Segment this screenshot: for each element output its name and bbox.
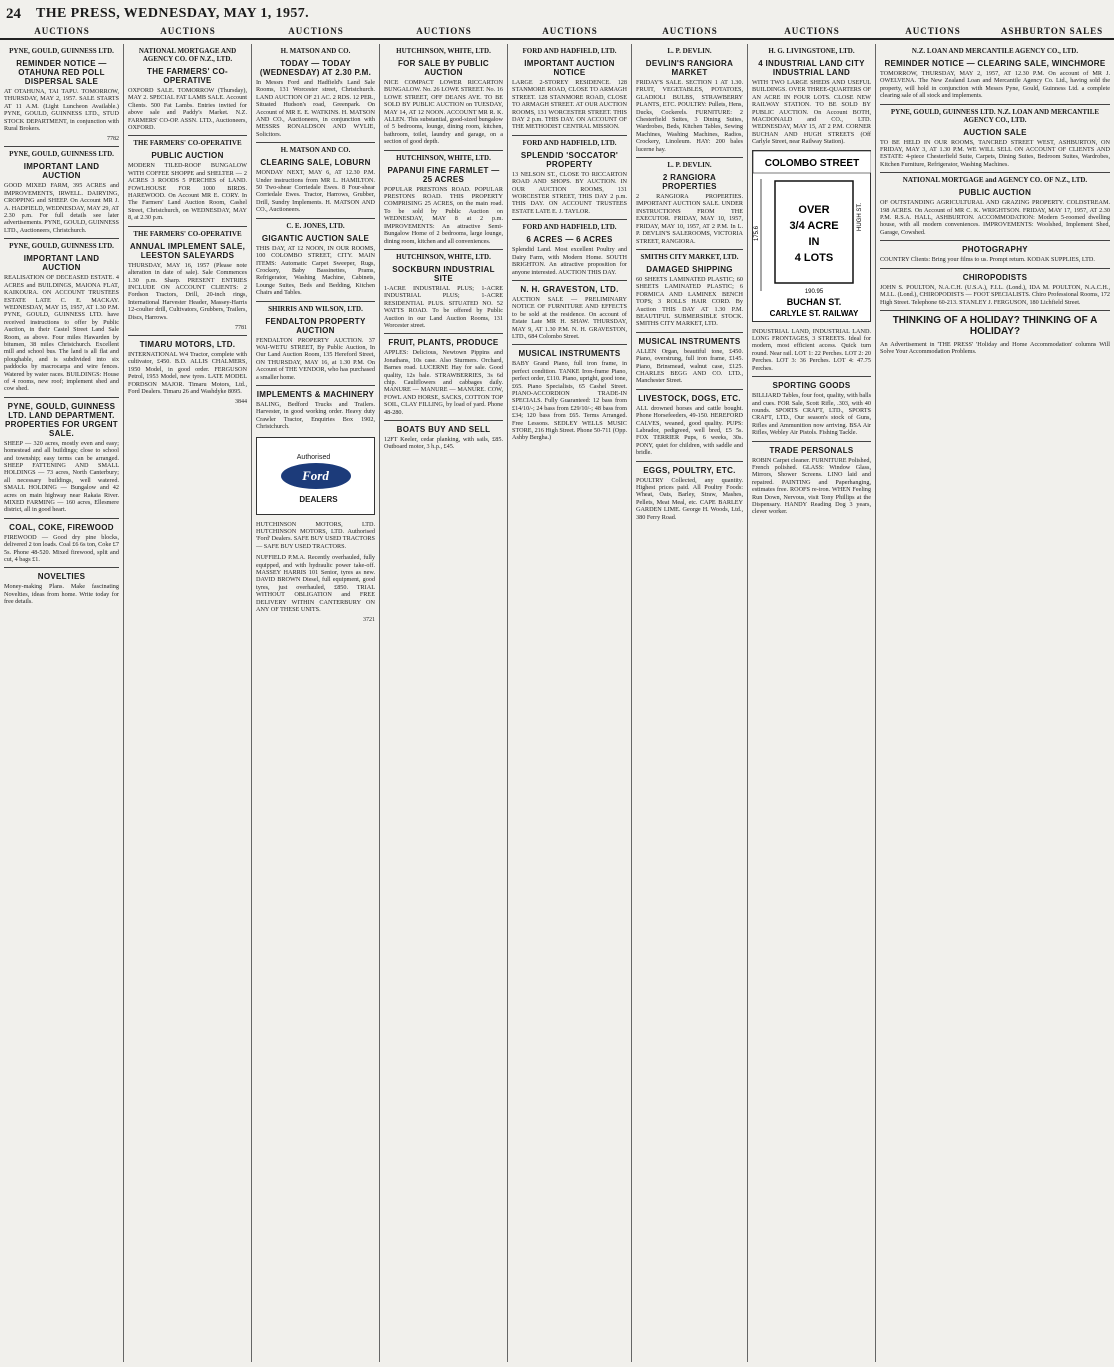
divider <box>256 142 375 143</box>
ad-title: PYNE, GOULD, GUINNESS LTD. <box>9 242 114 251</box>
ad-ref: 7781 <box>235 324 247 331</box>
ad-body: COUNTRY Clients: Bring your films to us. Prompt return. KODAK SUPPLIES, LTD. <box>880 256 1095 264</box>
section-heading: BOATS BUY AND SELL <box>396 425 491 434</box>
ad-subtitle: DEVLIN'S RANGIORA MARKET <box>645 59 734 77</box>
ad-subtitle: SPLENDID 'SOCCATOR' PROPERTY <box>520 150 619 169</box>
ad-ref: 3721 <box>363 617 375 624</box>
map-dim-left: 175.6 <box>754 225 760 241</box>
property-map <box>752 150 871 322</box>
ad-title: H. G. LIVINGSTONE, LTD. <box>768 47 855 55</box>
column-7 <box>748 44 876 1362</box>
section-heading: PHOTOGRAPHY <box>962 245 1028 255</box>
ad-body: ALLEN Organ, beautiful tone, £450. Piano, overstrung, full iron frame, £145. Piano, Brinsmead, walnut case, £125. CHARLES BEGG AND CO. LTD., Manchester Street. <box>636 347 743 385</box>
divider <box>128 335 247 336</box>
column-head: AUCTIONS <box>905 26 961 36</box>
section-heading: EGGS, POULTRY, ETC. <box>643 465 736 475</box>
ad-subtitle: REMINDER NOTICE — CLEARING SALE, WINCHMORE <box>884 59 1106 68</box>
ford-dealers-label: DEALERS <box>299 494 338 504</box>
column-head: AUCTIONS <box>542 26 598 36</box>
column-1 <box>0 44 124 1362</box>
ad-body: MONDAY NEXT, MAY 6, AT 12.30 P.M. Under instructions from MR L. HAMILTON. 50 Two-shear Corriedale Ewes. 8 Four-shear Corriedale Ewes. Tractor, Harrows, Grubber, Drill, Sundry Implements. H. MATSON AND CO., Auctioneers. <box>256 169 375 214</box>
ad-body: HUTCHINSON MOTORS, LTD. HUTCHINSON MOTORS, LTD. Authorised 'Ford' Dealers. SAFE BUY USED TRACTORS — SAFE BUY USED TRACTORS. <box>256 520 375 550</box>
divider <box>384 420 503 421</box>
ad-title: NATIONAL MORTGAGE and AGENCY CO. OF N.Z., LTD. <box>902 176 1088 185</box>
ad-subtitle: FENDALTON PROPERTY AUCTION <box>265 316 366 335</box>
column-4 <box>380 44 508 1362</box>
divider <box>880 310 1110 311</box>
ad-subtitle: IMPORTANT AUCTION NOTICE <box>524 59 615 77</box>
divider <box>512 219 627 220</box>
ad-body: APPLES: Delicious, Newtown Pippins and Jonathans, 10s case. Also Sturmers. Orchard, Barnes road. LUCERNE Hay for sale. Good quality, 12s bale. STRAWBERRIES, 3s 6d chip. Cauliflowers and cabbages daily. MANURE — MANURE — MANURE. COW, FOWL AND HORSE, SACKS, COTTON TOP SOIL, CLAY FILLING, by load of yard. Phone 48-280. <box>384 349 503 416</box>
ad-ref: 7782 <box>107 136 119 143</box>
divider <box>636 332 743 333</box>
ad-body: THURSDAY, MAY 16, 1957 (Please note alteration in date of sale). Sale Commences 1.30 p.m. Sharp. PRESENT ENTRIES INCLUDE ON ACCOUNT CLIENTS: 2 Fordson Tractors, Drill, 20-inch rings, International Harvester Header, Massey-Harris 12-coulter drill, Cultivators, Grubbers, Trailers, Discs, Harrows. <box>128 261 247 321</box>
ad-subtitle: PUBLIC AUCTION <box>151 151 224 161</box>
ad-title: L. P. DEVLIN. <box>667 47 712 55</box>
ad-subtitle: IMPORTANT LAND AUCTION <box>23 254 100 273</box>
ad-body: ROBIN Carpet cleaner. FURNITURE Polished, French polished. GLASS: Window Glass, Mirrors, Shower Screens. LINO laid and repaired. PAINTING and Paperhanging, estimates free. ROOFS re-iron. WHEN Feeling Run Down, Nervous, visit Tony Phillips at the Dispensary. HANDY Reading Dog 3 years, clever worker. <box>752 456 871 516</box>
divider <box>880 104 1110 105</box>
section-heading: COAL, COKE, FIREWOOD <box>9 522 114 532</box>
ad-body: An Advertisement in 'THE PRESS' 'Holiday and Home Accommodation' columns Will Solve Your Accommodation Problems. <box>880 340 1110 356</box>
ad-body: NICE COMPACT LOWER RICCARTON BUNGALOW. No. 26 LOWE STREET. No. 16 LOWE STREET, OFF DEANS AVE. TO BE SOLD BY PUBLIC AUCTION on TUESDAY, MAY 14, AT 12 NOON. ACCOUNT MR R. K. ALLEN. This substantial, good-sized bungalow of 5 bedrooms, lounge, dining room, kitchen, bathroom, toilet, laundry and garage, on a section of good depth. <box>384 79 503 146</box>
ford-logo-icon: Ford <box>281 463 351 489</box>
section-heading: LIVESTOCK, DOGS, ETC. <box>638 393 741 403</box>
ad-title: N.Z. LOAN AND MERCANTILE AGENCY CO., LTD. <box>911 47 1079 55</box>
ad-body: FRIDAY'S SALE. SECTION 1 AT 1.30. FRUIT, VEGETABLES, POTATOES, GLADIOLI BULBS, STRAWBERRY PLANTS, ETC. POULTRY: Pullets, Hens, Ducks, Cockerels. FURNITURE: 2 Chesterfield Suites, 3 Dining Suites, Wardrobes, Beds, Kitchen Tables, Sewing Machines, Washing Machines, Radios, Crockery, Linoleum. HAY: 200 bales lucerne hay. <box>636 79 743 153</box>
divider <box>256 301 375 302</box>
divider <box>512 344 627 345</box>
column-5 <box>508 44 632 1362</box>
divider <box>636 157 743 158</box>
column-3 <box>252 44 380 1362</box>
ad-body: 60 SHEETS LAMINATED PLASTIC; 60 SHEETS LAMINATED PLASTIC; 6 FORMICA AND LAMINEX BENCH TOPS; 3 ROLLS HAIR CORD. By Auction THIS DAY AT 1.30 P.M. BEAUTIFUL SUBMERSIBLE STOCK. SMITHS CITY MARKET, LTD. <box>636 275 743 328</box>
ad-title: TIMARU MOTORS, LTD. <box>139 339 236 349</box>
column-8 <box>876 44 1114 1362</box>
divider <box>4 397 119 398</box>
divider <box>512 280 627 281</box>
ad-body: MODERN TILED-ROOF BUNGALOW WITH COFFEE SHOPPE and SHELTER — 2 ACRES 3 ROODS 5 PERCHES of LAND. FOWLHOUSE FOR 1000 BIRDS. HAREWOOD. On Account MR E. CORY. In The Farmers' Land Auction Room, Cashel Street, Christchurch, on WEDNESDAY, MAY 8, at 2.30 p.m. <box>128 162 247 222</box>
column-head: AUCTIONS <box>160 26 216 36</box>
column-head: AUCTIONS <box>416 26 472 36</box>
ad-subtitle: 6 ACRES — 6 ACRES <box>526 235 613 245</box>
ad-body: OF OUTSTANDING AGRICULTURAL AND GRAZING PROPERTY. COLDSTREAM. 198 ACRES. On Account of MR C. K. WRIGHTSON. FRIDAY, MAY 17, 1957, AT 2.30 P.M. R.S.A. HALL, ASHBURTON. ACCOMMODATION: Modern 5-roomed dwelling house, with all modern conveniences. IMPROVEMENTS: Woolshed, Implement Shed, Garage, Cowshed. <box>880 199 1110 236</box>
ad-title: THE FARMERS' CO-OPERATIVE <box>133 139 242 148</box>
divider <box>4 146 119 147</box>
ad-body: BALING, Bedford Trucks and Trailers. Harvester, in good working order. Heavy duty Crawler Tractor, Enquiries Box 1902, Christchurch. <box>256 400 375 431</box>
map-side-street: HUGH ST. <box>857 202 863 231</box>
ad-body: NUFFIELD P.M.A. Recently overhauled, fully equipped, and with hydraulic power take-off. MASSEY HARRIS 101 Senior, tyres as new. DAVID BROWN Diesel, full equipment, good tyres, just overhauled, £850. TRIAL WITHOUT OBLIGATION and FREE DELIVERY WITHIN CANTERBURY ON ANY OF THESE UNITS. <box>256 554 375 614</box>
map-label-over: OVER <box>798 203 830 216</box>
ad-body: POPULAR PRESTONS ROAD. POPULAR PRESTONS ROAD. THIS PROPERTY COMPRISING 25 ACRES, on the main road. To be sold by Public Auction on WEDNESDAY, MAY 8 at 2 p.m. IMPROVEMENTS: An attractive Semi-Bungalow Home of 2 bedrooms, large lounge, dining room, kitchen and all conveniences. <box>384 185 503 245</box>
divider <box>384 249 503 250</box>
ad-title: PYNE, GOULD, GUINNESS LTD. <box>9 47 114 55</box>
divider <box>4 518 119 519</box>
divider <box>128 226 247 227</box>
map-street-bottom: BUCHAN ST. <box>786 296 842 307</box>
ad-body: Splendid Land. Most excellent Poultry and Dairy Farm, with Modern Home. SOUTH BRIGHTON. An attractive proposition for anyone interested. AUCTION THIS DAY. <box>512 246 627 276</box>
ad-ref: 3844 <box>235 399 247 406</box>
divider <box>128 135 247 136</box>
ad-body: FIREWOOD — Good dry pine blocks, delivered 2 ton loads. Coal £6 6s ton, Coke £7 5s. Phone 48-520. Mixed firewood, split and cut, 4 bags £1. <box>4 533 119 564</box>
ad-title: FORD AND HADFIELD, LTD. <box>522 223 617 232</box>
ad-title: N. H. GRAVESTON, LTD. <box>520 284 619 294</box>
ad-subtitle: AUCTION SALE <box>963 127 1027 137</box>
section-heading: MUSICAL INSTRUMENTS <box>638 336 741 346</box>
ford-dealers-ad <box>256 437 375 515</box>
column-head: ASHBURTON SALES <box>1000 26 1104 36</box>
map-rail: CARLYLE ST. RAILWAY <box>769 308 859 318</box>
ad-subtitle: GIGANTIC AUCTION SALE <box>261 233 370 243</box>
section-heading: SPORTING GOODS <box>772 381 851 391</box>
ad-subtitle: ANNUAL IMPLEMENT SALE, LEESTON SALEYARDS <box>129 241 246 260</box>
ad-title: PYNE, GOULD, GUINNESS LTD. N.Z. LOAN AND MERCANTILE AGENCY CO., LTD. <box>890 107 1100 124</box>
ad-title: H. MATSON AND CO. <box>280 146 351 155</box>
ad-body: AT OTAHUNA, TAI TAPU. TOMORROW, THURSDAY, MAY 2, 1957. SALE STARTS AT 11 A.M. (Light Luncheon Available.) PYNE, GOULD, GUINNESS LTD., STUD STOCK DEPARTMENT, in conjunction with Rural Brokers. <box>4 88 119 133</box>
section-heading: CHIROPODISTS <box>962 272 1028 282</box>
ad-subtitle: DAMAGED SHIPPING <box>646 264 733 274</box>
column-2 <box>124 44 252 1362</box>
page-number: 24 <box>6 6 21 22</box>
ad-body: 13 NELSON ST., CLOSE TO RICCARTON ROAD AND SHOPS. BY AUCTION. IN OUR AUCTION ROOMS, 131 WORCESTER STREET, THIS DAY 2 p.m. THIS DAY. ON ACCOUNT TRUSTEES ESTATE LATE E. J. TAYLOR. <box>512 170 627 215</box>
ad-body: GOOD MIXED FARM, 395 ACRES and IMPROVEMENTS, IRWELL. DAIRYING, CROPPING and SHEEP. On Account MR J. A. HADFIELD, WEDNESDAY, MAY 29, AT 2.30 p.m. For full details see later advertisements. PYNE, GOULD, GUINNESS LTD., Auctioneers, Christchurch. <box>4 182 119 234</box>
ad-body: INDUSTRIAL LAND, INDUSTRIAL LAND. LONG FRONTAGES, 3 STREETS. Ideal for modern, most efficient access. Quick turn round. Near rail. LOT 1: 22 Perches. LOT 2: 20 Perches. LOT 3: 36 Perches. LOT 4: 47.75 Perches. <box>752 327 871 372</box>
divider <box>636 249 743 250</box>
divider <box>4 567 119 568</box>
ad-body: TO BE HELD IN OUR ROOMS, TANCRED STREET WEST, ASHBURTON, ON FRIDAY, MAY 3, AT 1.30 P.M. WE WILL SELL ON ACCOUNT OF CLIENTS AND ESTATE: 4-piece Chesterfield Suite, Carpets, Dining Suites, Bedroom Suites, Wardrobes, Kitchen Furniture, Refrigerator, Washing Machines. <box>880 138 1110 168</box>
ad-subtitle: PAPANUI FINE FARMLET — 25 ACRES <box>387 165 500 184</box>
map-label-lots: 4 LOTS <box>794 251 834 264</box>
ad-body: 12FT Keeler, cedar planking, with sails, £85. Outboard motor, 3 h.p., £45. <box>384 436 503 451</box>
divider <box>384 150 503 151</box>
ad-subtitle: SOCKBURN INDUSTRIAL SITE <box>392 264 495 283</box>
section-heading: PYNE, GOULD, GUINNESS LTD. LAND DEPARTMENT. PROPERTIES FOR URGENT SALE. <box>5 401 118 438</box>
map-street-top: COLOMBO STREET <box>764 157 860 169</box>
divider <box>880 240 1110 241</box>
ad-body: FENDALTON PROPERTY AUCTION. 37 WAI-WETU STREET, By Public Auction, In Our Land Auction Room, 135 Hereford Street, ON THURSDAY, MAY 16, at 1.30 P.M. On Account of THE VENDOR, who has purchased a smaller home. <box>256 336 375 381</box>
ad-subtitle: PUBLIC AUCTION <box>958 188 1032 198</box>
section-heading: NOVELTIES <box>37 572 86 582</box>
map-dim-bottom: 190.95 <box>804 288 824 295</box>
ad-subtitle: TODAY — TODAY (WEDNESDAY) AT 2.30 P.M. <box>259 59 372 77</box>
ad-body: AUCTION SALE — PRELIMINARY NOTICE OF FURNITURE AND EFFECTS to be sold at the residence. On account of Estate Late MR H. SHAW. THURSDAY, MAY 9, AT 1.30 P.M. N. H. GRAVESTON, LTD., 684 Colombo Street. <box>512 295 627 340</box>
ad-title: SHIRRIS AND WILSON, LTD. <box>268 304 363 313</box>
column-head: AUCTIONS <box>34 26 90 36</box>
divider <box>636 461 743 462</box>
ad-body: OXFORD SALE. TOMORROW (Thursday), MAY 2. SPECIAL FAT LAMB SALE. Account Clients. 500 Fat Lambs. Entries invited for above sale and Paddy's Market. N.Z. FARMERS' CO-OP. ASSN. LTD., Auctioneers, OXFORD. <box>128 87 247 132</box>
ad-body: TOMORROW, THURSDAY, MAY 2, 1957, AT 12.30 P.M. On account of MR J. OWELVENA. The New Zealand Loan and Mercantile Agency Co. Ltd., having sold the property, will hold in conjunction with Messrs Pyne, Gould, Guinness Ltd. a complete clearing sale of all stock and implements. <box>880 70 1110 100</box>
ad-title: L. P. DEVLIN. <box>667 161 712 170</box>
ad-body: 2 RANGIORA PROPERTIES. IMPORTANT AUCTION SALE. UNDER INSTRUCTIONS FROM THE EXECUTOR. FRIDAY, MAY 10, 1957, FRIDAY, MAY 10, 1957, AT 2 P.M. In L. P. DEVLIN'S SALEROOMS, VICTORIA STREET, RANGIORA. <box>636 193 743 245</box>
ad-body: REALISATION OF DECEASED ESTATE. 4 ACRES and BUILDINGS, MAIONA FLAT, KAIKOURA. ON ACCOUNT TRUSTEES ESTATE LATE C. E. MACKAY. WEDNESDAY, MAY 15, 1957, AT 1.30 P.M. PYNE, GOULD, GUINNESS LTD. have received instructions to offer by Public Auction, in their Castel Street Land Sale Room, as above. Four miles Hawarden by bitumen, 38 miles Christchurch. Excellent mill and school bus. The land is all flat and ploughable, and is subdivided into six paddocks by macrocarpa and wire fences. Watered by water races. BUILDINGS: House of 4 rooms, new roof; implement shed and cow shed. <box>4 274 119 393</box>
ad-body: THIS DAY, AT 12 NOON, IN OUR ROOMS, 100 COLOMBO STREET, CITY. MAIN ITEMS: Automatic Carpet Sweeper, Rugs, Crockery, Baby Bassinettes, Prams, Refrigerator, Washing Machine, Cabinets, Lounge Suites, Beds and Bedding, Kitchen Chairs and Tables. <box>256 244 375 297</box>
section-heading: TRADE PERSONALS <box>769 445 854 455</box>
ad-subtitle: IMPORTANT LAND AUCTION <box>23 162 100 181</box>
divider <box>880 268 1110 269</box>
ad-title: HUTCHINSON, WHITE, LTD. <box>396 153 491 162</box>
ad-body: INTERNATIONAL W4 Tractor, complete with cultivator, £450. B.D. ALLIS CHALMERS, 1950 Model, in good order. FERGUSON Petrol, 1953 Model, new tyres. LATE MODEL FORDSON MAJOR. Timaru Motors, Ltd., Ford Dealers. Timaru 26 and Washdyke 8095. <box>128 350 247 395</box>
ford-authorised-label: Authorised <box>296 453 331 461</box>
newspaper-title: THE PRESS, WEDNESDAY, MAY 1, 1957. <box>36 6 310 21</box>
ad-title: PYNE, GOULD, GUINNESS LTD. <box>9 150 114 159</box>
ad-title: H. MATSON AND CO. <box>280 47 351 55</box>
ad-body: BILLIARD Tables, four foot, quality, with balls and cues. FOR Sale, Scott Rifle, .303, with 40 rounds. SPORTS CRAFT, LTD., SPORTS CRAFT, LTD., Our season's stock of Guns, Rifles and Ammunition now arriving. BSA Air Rifles, Webley Air Pistols. Fishing Tackle. <box>752 392 871 437</box>
column-6 <box>632 44 748 1362</box>
divider <box>256 218 375 219</box>
ad-subtitle: 2 RANGIORA PROPERTIES <box>662 173 717 192</box>
ad-title: NATIONAL MORTGAGE AND AGENCY CO. OF N.Z., LTD. <box>138 47 237 63</box>
column-head: AUCTIONS <box>784 26 840 36</box>
ad-body: WITH TWO LARGE SHEDS AND USEFUL BUILDINGS. OVER THREE-QUARTERS OF AN ACRE IN FOUR LOTS. CLOSE NEW RAILWAY STATION. TO BE SOLD BY PUBLIC AUCTION. On Account BOTH, MACDONALD and CO., LTD. WEDNESDAY, MAY 15, AT 2 P.M. CORNER BUCHAN AND HUGH STREETS (Off Carlyle Street, near Railway Station). <box>752 79 871 146</box>
ad-title: FORD AND HADFIELD, LTD. <box>522 138 617 147</box>
divider <box>752 441 871 442</box>
ad-subtitle: FOR SALE BY PUBLIC AUCTION <box>397 59 490 77</box>
ad-title: C. E. JONES, LTD. <box>286 221 345 230</box>
holiday-heading: THINKING OF A HOLIDAY? THINKING OF A HOLIDAY? <box>892 314 1098 337</box>
ad-title: HUTCHINSON, WHITE, LTD. <box>396 252 491 261</box>
ad-body: SHEEP — 320 acres, mostly even and easy; homestead and all buildings; close to school and township; easy terms can be arranged. SHEEP FATTENING AND SMALL HOLDINGS — 73 acres, North Canterbury; all necessary buildings, well watered. SMALL HOLDING — Bungalow and 42 acres on main highway near Rakaia River. MIXED FARMING — 160 acres, Ellesmere district, all in good heart. <box>4 439 119 514</box>
masthead <box>0 0 1114 40</box>
ad-body: Money-making Plans. Make fascinating Novelties, ideas from home. Write today for free details. <box>4 583 119 606</box>
section-heading: FRUIT, PLANTS, PRODUCE <box>388 338 499 348</box>
divider <box>256 385 375 386</box>
ad-body: In Messrs Ford and Hadfield's Land Sale Rooms, 131 Worcester street, Christchurch. LAND AUCTION OF 21 AC. 2 RDS. 12 PER., Situated Hudson's road, Greenpark. On Account of MR E. E. WATKINS. H. MATSON AND CO., Auctioneers, in conjunction with MESSRS RONALDSON AND WYLIE, Solicitors. <box>256 79 375 138</box>
ad-body: POULTRY Collected, any quantity. Highest prices paid. All Poultry Foods: Wheat, Oats, Barley, Straw, Mashes, Pellets, Meat Meal, etc. CAPE BARLEY GARDEN LIME. George H. Woods, Ltd., 380 Ferry Road. <box>636 476 743 521</box>
divider <box>384 333 503 334</box>
section-heading: IMPLEMENTS & MACHINERY <box>256 389 375 399</box>
ad-subtitle: 4 INDUSTRIAL LAND CITY INDUSTRIAL LAND <box>758 59 865 77</box>
column-head: AUCTIONS <box>288 26 344 36</box>
map-label-acre: 3/4 ACRE <box>789 219 839 232</box>
ad-body: JOHN S. POULTON, N.A.C.H. (U.S.A.), F.I.L. (Lond.), IDA M. POULTON, N.A.C.H., M.I.L. (Lond.), CHIROPODISTS — FOOT SPECIALISTS. Chiro Professional Rooms, 172 High Street. Telephone 60-213. STANLEY J. FERGUSON, 180 Lichfield Street. <box>880 283 1110 306</box>
ad-title: THE FARMERS' CO-OPERATIVE <box>133 229 242 238</box>
ad-subtitle: REMINDER NOTICE — OTAHUNA RED POLL DISPERSAL SALE <box>16 59 107 86</box>
ad-title: SMITHS CITY MARKET, LTD. <box>640 252 739 261</box>
ad-title: FORD AND HADFIELD, LTD. <box>522 47 617 55</box>
ad-subtitle: THE FARMERS' CO-OPERATIVE <box>147 67 228 85</box>
divider <box>512 135 627 136</box>
section-heading: MUSICAL INSTRUMENTS <box>518 349 621 359</box>
property-map-drawing <box>753 151 871 321</box>
ad-subtitle: CLEARING SALE, LOBURN <box>260 158 371 168</box>
ad-body: LARGE 2-STOREY RESIDENCE. 128 STANMORE ROAD, CLOSE TO ARMAGH STREET. 128 STANMORE ROAD, CLOSE TO ARMAGH STREET. AT OUR AUCTION ROOMS, 131 WORCESTER STREET. THIS DAY 2 p.m. THIS DAY. ON ACCOUNT OF THE METHODIST CENTRAL MISSION. <box>512 79 627 131</box>
ad-body: 1-ACRE INDUSTRIAL PLUS; 1-ACRE INDUSTRIAL PLUS; 1-ACRE RESIDENTIAL PLUS. SITUATED NO. 52 WATTS ROAD. To be offered by Public Auction in our Land Auction Rooms, 131 Worcester street. <box>384 284 503 329</box>
ad-body: ALL drowned horses and cattle bought. Phone Horsefeeders, 49-150. HEREFORD CALVES, weaned, good quality. PUPS: Labrador, pedigreed, well bred, £5 5s. FOX TERRIER Pups, 6 weeks, 30s. PONY, quiet for children, with saddle and bridle. <box>636 404 743 457</box>
divider <box>752 376 871 377</box>
divider <box>880 172 1110 173</box>
ad-body: BABY Grand Piano, full iron frame, in perfect condition. TANKE Iron-frame Piano, perfect order, £110. Piano, upright, good tone, £65. Piano Specialists, 65 Cashel Street. PIANO-ACCORDION TRADE-IN SPECIALS. Fully Guaranteed: 12 bass from £14/10/-; 24 bass from £29/10/-; 48 bass from £34; 120 bass from £65. Terms Arranged. Free Lessons. SEDLEY WELLS MUSIC STORE, 216 High Street. Phone 50-711 (Opp. Ashby Bergha.) <box>512 360 627 442</box>
column-head: AUCTIONS <box>662 26 718 36</box>
divider <box>636 389 743 390</box>
map-label-in: IN <box>808 235 820 248</box>
divider <box>4 238 119 239</box>
column-heads <box>0 26 1114 39</box>
ad-title: HUTCHINSON, WHITE, LTD. <box>396 47 491 55</box>
